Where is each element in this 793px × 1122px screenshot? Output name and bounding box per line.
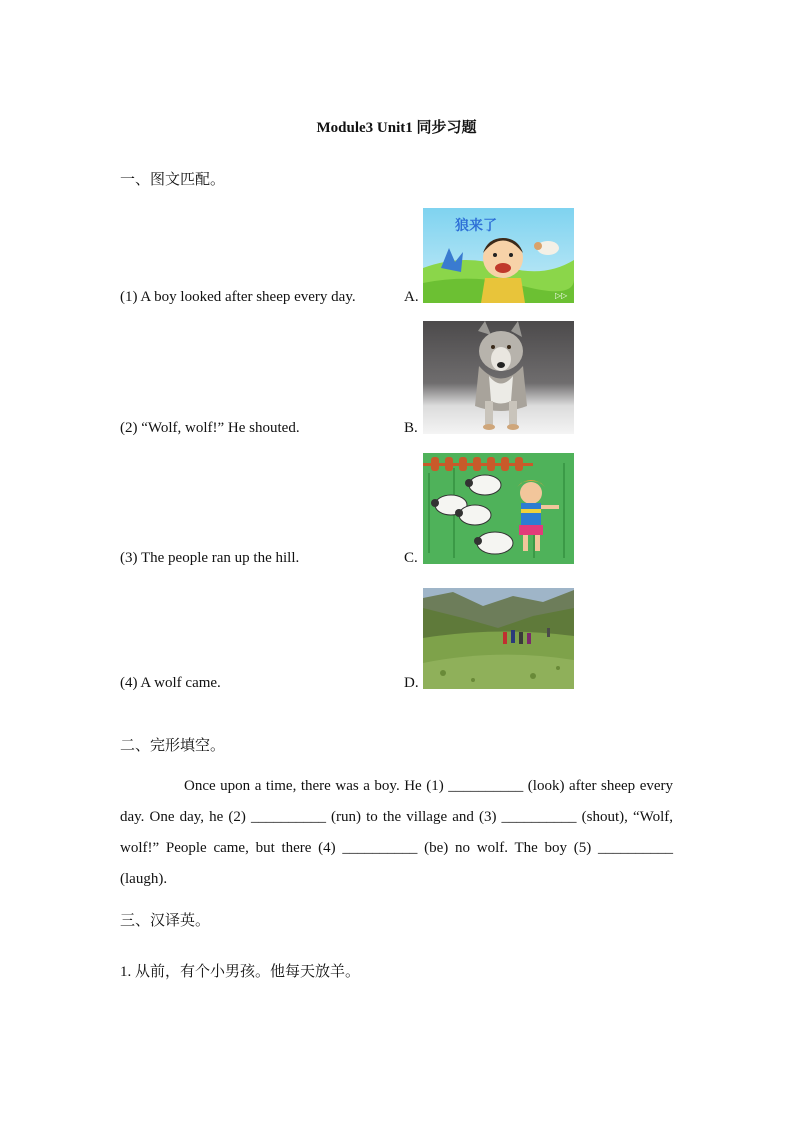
picture-a-cartoon-boy: [423, 208, 574, 303]
match-sentence-1: (1) A boy looked after sheep every day.: [120, 289, 356, 305]
translation-item-text: 从前，有个小男孩。他每天放羊。: [135, 962, 361, 980]
picture-c-boy-sheep: [423, 453, 574, 564]
section3-heading: 三、汉译英。: [120, 911, 211, 929]
picture-b-wolf: [423, 321, 574, 434]
cloze-passage: Once upon a time, there was a boy. He (1) __________ (look) after sheep every day. One day, he (2) __________ (run) to the village and (3) __________ (shout), “Wolf, wolf!” People came, but there (4) __________ (be) no wolf. The boy (5) __________ (laugh).: [120, 778, 673, 887]
section2-heading: 二、完形填空。: [120, 736, 226, 754]
match-sentence-4: (4) A wolf came.: [120, 675, 221, 691]
page-title: Module3 Unit1 同步习题: [316, 120, 477, 136]
match-letter-c: C.: [404, 550, 418, 566]
match-sentence-3: (3) The people ran up the hill.: [120, 550, 300, 566]
match-sentence-2: (2) “Wolf, wolf!” He shouted.: [120, 420, 300, 436]
svg-text:狼来了: 狼来了: [455, 218, 497, 234]
svg-text:▷▷: ▷▷: [555, 291, 568, 300]
section1-heading: 一、图文匹配。: [120, 170, 226, 188]
match-letter-d: D.: [404, 675, 419, 691]
wolf-running-in-snow-photo: [423, 321, 574, 434]
boy-with-sheep-drawing: [423, 453, 574, 564]
people-hiking-up-hill-photo: [423, 588, 574, 689]
match-letter-a: A.: [404, 289, 419, 305]
translation-item-1: [120, 960, 360, 981]
translation-item-number: 1.: [120, 964, 132, 980]
match-letter-b: B.: [404, 420, 418, 436]
picture-d-hikers: [423, 588, 574, 689]
cartoon-boy-crying-wolf-icon: [423, 208, 574, 303]
